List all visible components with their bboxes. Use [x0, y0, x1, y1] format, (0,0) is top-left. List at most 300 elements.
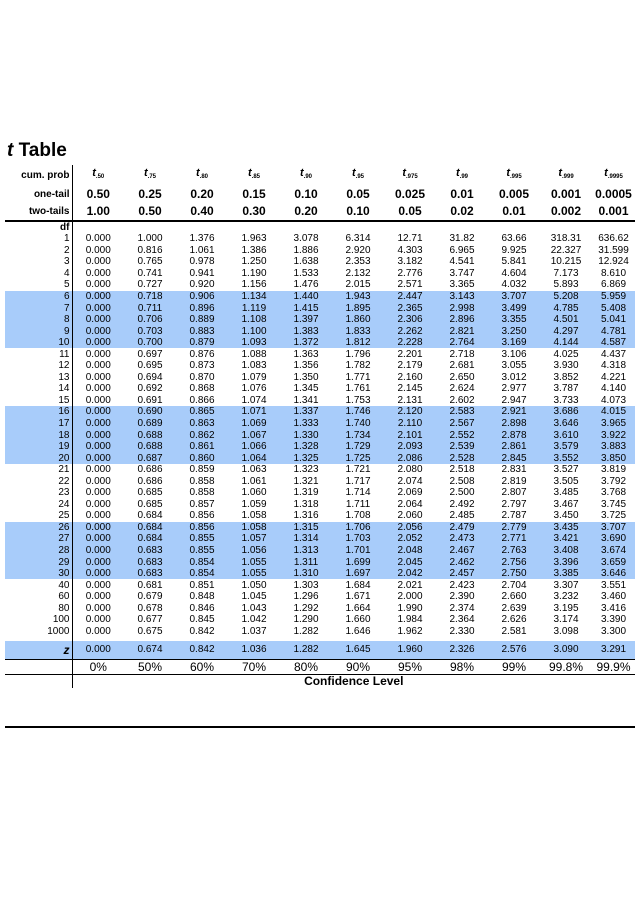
critical-value: 0.681	[137, 579, 163, 591]
critical-value: 3.787	[553, 383, 579, 395]
critical-value: 3.307	[553, 579, 579, 591]
critical-value: 0.854	[176, 556, 228, 568]
critical-value: 8.610	[600, 267, 627, 279]
critical-value: 4.297	[540, 325, 592, 337]
critical-value: 3.450	[553, 510, 579, 522]
critical-value: 1.066	[228, 441, 280, 453]
critical-value: 0.861	[176, 441, 228, 453]
critical-value: 1.043	[241, 602, 267, 614]
table-row	[5, 360, 635, 372]
critical-value: 6.314	[345, 233, 371, 245]
confidence-value: 99%	[488, 660, 540, 675]
critical-value: 0.000	[72, 314, 124, 326]
table-row	[5, 522, 635, 534]
critical-value: 3.579	[540, 441, 592, 453]
critical-value: 1.303	[293, 579, 319, 591]
confidence-value: 50%	[124, 660, 176, 675]
prob-symbol	[124, 165, 176, 186]
critical-value: 2.479	[436, 522, 488, 534]
critical-value: 2.831	[501, 464, 527, 476]
critical-value: 2.064	[397, 498, 423, 510]
critical-value: 1.330	[280, 429, 332, 441]
confidence-value: 70%	[228, 660, 280, 675]
table-row	[5, 533, 635, 545]
table-row	[5, 556, 635, 568]
critical-value: 1.061	[189, 244, 215, 256]
df-value: 18	[5, 429, 72, 441]
df-value: 5	[5, 279, 72, 291]
critical-value: 1.697	[332, 568, 384, 580]
df-value: 1	[5, 233, 72, 245]
critical-value: 1.990	[397, 602, 423, 614]
critical-value: 2.056	[384, 522, 436, 534]
critical-value: 0.688	[124, 429, 176, 441]
caption-blank	[5, 675, 72, 689]
critical-value: 0.883	[176, 325, 228, 337]
table-row	[5, 487, 635, 499]
df-value: 12	[5, 360, 72, 372]
table-row	[5, 325, 635, 337]
critical-value: 1.323	[293, 464, 319, 476]
critical-value: 1.057	[228, 533, 280, 545]
critical-value: 4.140	[600, 383, 627, 395]
critical-value: 1.064	[228, 452, 280, 464]
table-row	[5, 614, 635, 626]
critical-value: 2.764	[436, 337, 488, 349]
critical-value: 0.896	[176, 302, 228, 314]
critical-value: 3.646	[540, 418, 592, 430]
critical-value: 3.396	[540, 556, 592, 568]
symbol-letter: t	[604, 167, 608, 179]
critical-value: 3.250	[488, 325, 540, 337]
critical-value: 2.718	[449, 348, 475, 360]
critical-value: 1.717	[345, 475, 371, 487]
critical-value: 2.920	[345, 244, 371, 256]
critical-value: 0.000	[72, 325, 124, 337]
critical-value: 1.363	[293, 348, 319, 360]
critical-value: 12.71	[397, 233, 423, 245]
critical-value: 2.080	[397, 464, 423, 476]
confidence-blank	[5, 660, 72, 675]
critical-value: 3.485	[553, 487, 579, 499]
critical-value: 3.930	[553, 360, 579, 372]
critical-value: 0.873	[189, 360, 215, 372]
df-header-blank	[72, 221, 124, 233]
critical-value: 1.812	[332, 337, 384, 349]
two-tails-value: 0.40	[190, 204, 214, 218]
critical-value: 1.315	[280, 522, 332, 534]
critical-value: 0.684	[124, 533, 176, 545]
critical-value: 0.000	[72, 533, 124, 545]
critical-value: 1.074	[241, 394, 267, 406]
df-header-blank	[280, 221, 332, 233]
df-value: 8	[5, 314, 72, 326]
critical-value: 0.856	[189, 510, 215, 522]
critical-value: 0.684	[124, 522, 176, 534]
critical-value: 3.435	[540, 522, 592, 534]
critical-value: 1.753	[345, 394, 371, 406]
critical-value: 3.055	[501, 360, 527, 372]
critical-value: 2.228	[384, 337, 436, 349]
critical-value: 1.313	[280, 545, 332, 557]
df-value: 1000	[5, 626, 72, 638]
critical-value: 0.870	[189, 371, 215, 383]
critical-value: 1.292	[293, 602, 319, 614]
table-row	[5, 395, 635, 407]
critical-value: 2.467	[436, 545, 488, 557]
table-row	[5, 452, 635, 464]
df-header-row	[5, 221, 635, 233]
prob-symbol	[592, 165, 635, 186]
critical-value: 2.626	[501, 614, 527, 626]
critical-value: 0.686	[137, 464, 163, 476]
critical-value: 2.756	[488, 556, 540, 568]
symbol-letter: t	[455, 167, 460, 179]
two-tails-row	[5, 203, 635, 221]
critical-value: 6.965	[449, 244, 475, 256]
z-label: z	[5, 641, 72, 660]
critical-value: 2.650	[449, 371, 475, 383]
critical-value: 2.045	[384, 556, 436, 568]
critical-value: 3.965	[592, 418, 635, 430]
two-tails-label: two-tails	[5, 203, 72, 221]
critical-value: 0.700	[124, 337, 176, 349]
critical-value: 31.599	[598, 244, 629, 256]
critical-value: 3.195	[553, 602, 579, 614]
table-row	[5, 233, 635, 245]
two-tails-value: 0.30	[242, 204, 266, 218]
symbol-subscript: .85	[251, 174, 260, 180]
critical-value: 1.699	[332, 556, 384, 568]
critical-value: 4.073	[600, 394, 627, 406]
critical-value: 2.048	[384, 545, 436, 557]
critical-value: 2.069	[397, 487, 423, 499]
critical-value: 0.854	[176, 568, 228, 580]
z-value: 2.326	[436, 641, 488, 660]
critical-value: 0.000	[72, 522, 124, 534]
critical-value: 0.000	[85, 360, 111, 372]
critical-value: 0.889	[176, 314, 228, 326]
df-value: 9	[5, 325, 72, 337]
critical-value: 2.000	[397, 591, 423, 603]
critical-value: 3.300	[600, 625, 627, 637]
cum-prob-label: cum. prob	[5, 165, 72, 186]
table-row	[5, 441, 635, 453]
critical-value: 0.000	[72, 418, 124, 430]
critical-value: 0.848	[189, 591, 215, 603]
critical-value: 3.922	[592, 429, 635, 441]
table-row	[5, 475, 635, 487]
critical-value: 1.638	[293, 256, 319, 268]
df-value: 14	[5, 383, 72, 395]
critical-value: 3.505	[553, 475, 579, 487]
symbol-letter: t	[402, 167, 406, 179]
critical-value: 1.984	[397, 614, 423, 626]
critical-value: 2.583	[436, 406, 488, 418]
critical-value: 1.318	[293, 498, 319, 510]
critical-value: 0.689	[124, 418, 176, 430]
critical-value: 1.071	[228, 406, 280, 418]
one-tail-row	[5, 186, 635, 203]
table-row	[5, 372, 635, 384]
critical-value: 2.447	[384, 291, 436, 303]
one-tail-value: 0.50	[86, 187, 110, 201]
symbol-letter: t	[506, 167, 510, 179]
df-value: 60	[5, 591, 72, 603]
df-value: 27	[5, 533, 72, 545]
critical-value: 0.703	[124, 325, 176, 337]
critical-value: 2.821	[436, 325, 488, 337]
critical-value: 3.232	[553, 591, 579, 603]
page-title	[7, 140, 67, 162]
critical-value: 2.179	[397, 360, 423, 372]
critical-value: 2.500	[449, 487, 475, 499]
critical-value: 636.62	[598, 233, 629, 245]
z-value: 0.674	[124, 641, 176, 660]
critical-value: 4.785	[540, 302, 592, 314]
bottom-rule	[5, 726, 635, 728]
critical-value: 1.706	[332, 522, 384, 534]
critical-value: 2.423	[449, 579, 475, 591]
critical-value: 5.893	[553, 279, 579, 291]
critical-value: 0.727	[137, 279, 163, 291]
critical-value: 2.539	[436, 441, 488, 453]
critical-value: 1.314	[280, 533, 332, 545]
critical-value: 0.978	[189, 256, 215, 268]
confidence-value: 99.8%	[540, 660, 592, 675]
df-header-blank	[332, 221, 384, 233]
critical-value: 0.879	[176, 337, 228, 349]
critical-value: 1.356	[293, 360, 319, 372]
critical-value: 0.000	[72, 429, 124, 441]
critical-value: 0.000	[85, 625, 111, 637]
t-distribution-table	[5, 165, 635, 688]
one-tail-value: 0.05	[346, 187, 370, 201]
critical-value: 1.076	[241, 383, 267, 395]
critical-value: 3.725	[600, 510, 627, 522]
critical-value: 1.156	[241, 279, 267, 291]
critical-value: 0.865	[176, 406, 228, 418]
critical-value: 1.711	[345, 498, 371, 510]
table-row	[5, 568, 635, 580]
critical-value: 0.000	[85, 487, 111, 499]
critical-value: 0.685	[137, 487, 163, 499]
prob-symbol	[384, 165, 436, 186]
critical-value: 1.701	[332, 545, 384, 557]
symbol-letter: t	[92, 167, 96, 179]
df-value: 40	[5, 579, 72, 591]
df-value: 28	[5, 545, 72, 557]
critical-value: 1.703	[332, 533, 384, 545]
df-value: 7	[5, 302, 72, 314]
critical-value: 2.364	[449, 614, 475, 626]
critical-value: 0.718	[124, 291, 176, 303]
critical-value: 1.740	[332, 418, 384, 430]
df-value: 22	[5, 475, 72, 487]
critical-value: 22.327	[550, 244, 582, 256]
df-value: 30	[5, 568, 72, 580]
critical-value: 1.376	[189, 233, 215, 245]
prob-symbol	[228, 165, 280, 186]
critical-value: 1.250	[241, 256, 267, 268]
critical-value: 0.862	[176, 429, 228, 441]
critical-value: 0.868	[189, 383, 215, 395]
title-text: Table	[18, 140, 67, 161]
df-header-blank	[436, 221, 488, 233]
critical-value: 2.861	[488, 441, 540, 453]
critical-value: 4.604	[501, 267, 527, 279]
df-header-blank	[540, 221, 592, 233]
critical-value: 0.697	[137, 348, 163, 360]
symbol-subscript: .90	[303, 174, 312, 180]
critical-value: 1.296	[293, 591, 319, 603]
critical-value: 2.390	[449, 591, 475, 603]
critical-value: 2.779	[488, 522, 540, 534]
df-value: 10	[5, 337, 72, 349]
critical-value: 3.674	[592, 545, 635, 557]
table-row	[5, 406, 635, 418]
critical-value: 5.208	[540, 291, 592, 303]
critical-value: 2.581	[501, 625, 527, 637]
table-row	[5, 256, 635, 268]
critical-value: 0.000	[72, 337, 124, 349]
two-tails-value: 0.10	[346, 204, 370, 218]
confidence-value: 80%	[280, 660, 332, 675]
critical-value: 0.000	[85, 256, 111, 268]
critical-value: 3.745	[600, 498, 627, 510]
table-row	[5, 499, 635, 511]
critical-value: 2.552	[436, 429, 488, 441]
critical-value: 63.66	[501, 233, 527, 245]
critical-value: 2.353	[345, 256, 371, 268]
critical-value: 4.303	[397, 244, 423, 256]
table-row	[5, 337, 635, 349]
critical-value: 2.763	[488, 545, 540, 557]
table-row	[5, 418, 635, 430]
critical-value: 1.684	[345, 579, 371, 591]
z-value: 1.036	[228, 641, 280, 660]
critical-value: 0.855	[176, 533, 228, 545]
critical-value: 0.687	[124, 452, 176, 464]
table-row	[5, 348, 635, 360]
confidence-value: 0%	[72, 660, 124, 675]
critical-value: 1.476	[293, 279, 319, 291]
df-value: 19	[5, 441, 72, 453]
table-row	[5, 314, 635, 326]
one-tail-value: 0.01	[450, 187, 474, 201]
critical-value: 1.646	[345, 625, 371, 637]
symbol-subscript: .995	[509, 174, 522, 180]
critical-value: 0.765	[137, 256, 163, 268]
critical-value: 1.088	[241, 348, 267, 360]
df-value: 25	[5, 510, 72, 522]
critical-value: 0.000	[85, 267, 111, 279]
critical-value: 0.000	[85, 498, 111, 510]
table-row	[5, 279, 635, 291]
critical-value: 3.747	[449, 267, 475, 279]
critical-value: 2.131	[397, 394, 423, 406]
critical-value: 3.646	[592, 568, 635, 580]
critical-value: 2.878	[488, 429, 540, 441]
critical-value: 3.551	[600, 579, 627, 591]
critical-value: 1.886	[293, 244, 319, 256]
critical-value: 0.855	[176, 545, 228, 557]
critical-value: 0.000	[85, 383, 111, 395]
critical-value: 2.330	[449, 625, 475, 637]
critical-value: 1.108	[228, 314, 280, 326]
df-value: 11	[5, 348, 72, 360]
critical-value: 3.143	[436, 291, 488, 303]
prob-symbol	[332, 165, 384, 186]
z-value: 2.576	[488, 641, 540, 660]
critical-value: 2.567	[436, 418, 488, 430]
df-value: 80	[5, 603, 72, 615]
critical-value: 1.079	[241, 371, 267, 383]
critical-value: 5.408	[592, 302, 635, 314]
z-value: 0.842	[176, 641, 228, 660]
critical-value: 1.042	[241, 614, 267, 626]
critical-value: 0.000	[72, 545, 124, 557]
critical-value: 4.032	[501, 279, 527, 291]
critical-value: 1.341	[293, 394, 319, 406]
critical-value: 7.173	[553, 267, 579, 279]
z-value: 3.090	[540, 641, 592, 660]
df-value: 23	[5, 487, 72, 499]
critical-value: 2.998	[436, 302, 488, 314]
critical-value: 0.686	[137, 475, 163, 487]
critical-value: 0.000	[85, 602, 111, 614]
critical-value: 0.683	[124, 556, 176, 568]
critical-value: 1.725	[332, 452, 384, 464]
table-row	[5, 545, 635, 557]
critical-value: 0.000	[72, 568, 124, 580]
symbol-subscript: .99	[459, 174, 468, 180]
df-value: 24	[5, 499, 72, 511]
critical-value: 0.000	[85, 614, 111, 626]
critical-value: 0.000	[85, 579, 111, 591]
table-row	[5, 383, 635, 395]
critical-value: 4.025	[553, 348, 579, 360]
critical-value: 2.306	[384, 314, 436, 326]
critical-value: 1.058	[228, 522, 280, 534]
critical-value: 1.796	[345, 348, 371, 360]
critical-value: 2.571	[397, 279, 423, 291]
critical-value: 3.850	[592, 452, 635, 464]
critical-value: 2.074	[397, 475, 423, 487]
critical-value: 2.807	[501, 487, 527, 499]
critical-value: 0.706	[124, 314, 176, 326]
critical-value: 1.943	[332, 291, 384, 303]
critical-value: 0.678	[137, 602, 163, 614]
critical-value: 2.845	[488, 452, 540, 464]
critical-value: 5.841	[501, 256, 527, 268]
df-value: 26	[5, 522, 72, 534]
critical-value: 0.691	[137, 394, 163, 406]
z-value: 0.000	[72, 641, 124, 660]
two-tails-value: 0.05	[398, 204, 422, 218]
critical-value: 0.688	[124, 441, 176, 453]
critical-value: 1.319	[293, 487, 319, 499]
table-row	[5, 245, 635, 257]
symbol-subscript: .999	[561, 174, 574, 180]
critical-value: 3.499	[488, 302, 540, 314]
critical-value: 1.350	[293, 371, 319, 383]
critical-value: 0.920	[189, 279, 215, 291]
symbol-letter: t	[351, 167, 356, 179]
critical-value: 0.859	[189, 464, 215, 476]
df-label: df	[5, 221, 72, 233]
critical-value: 2.704	[501, 579, 527, 591]
